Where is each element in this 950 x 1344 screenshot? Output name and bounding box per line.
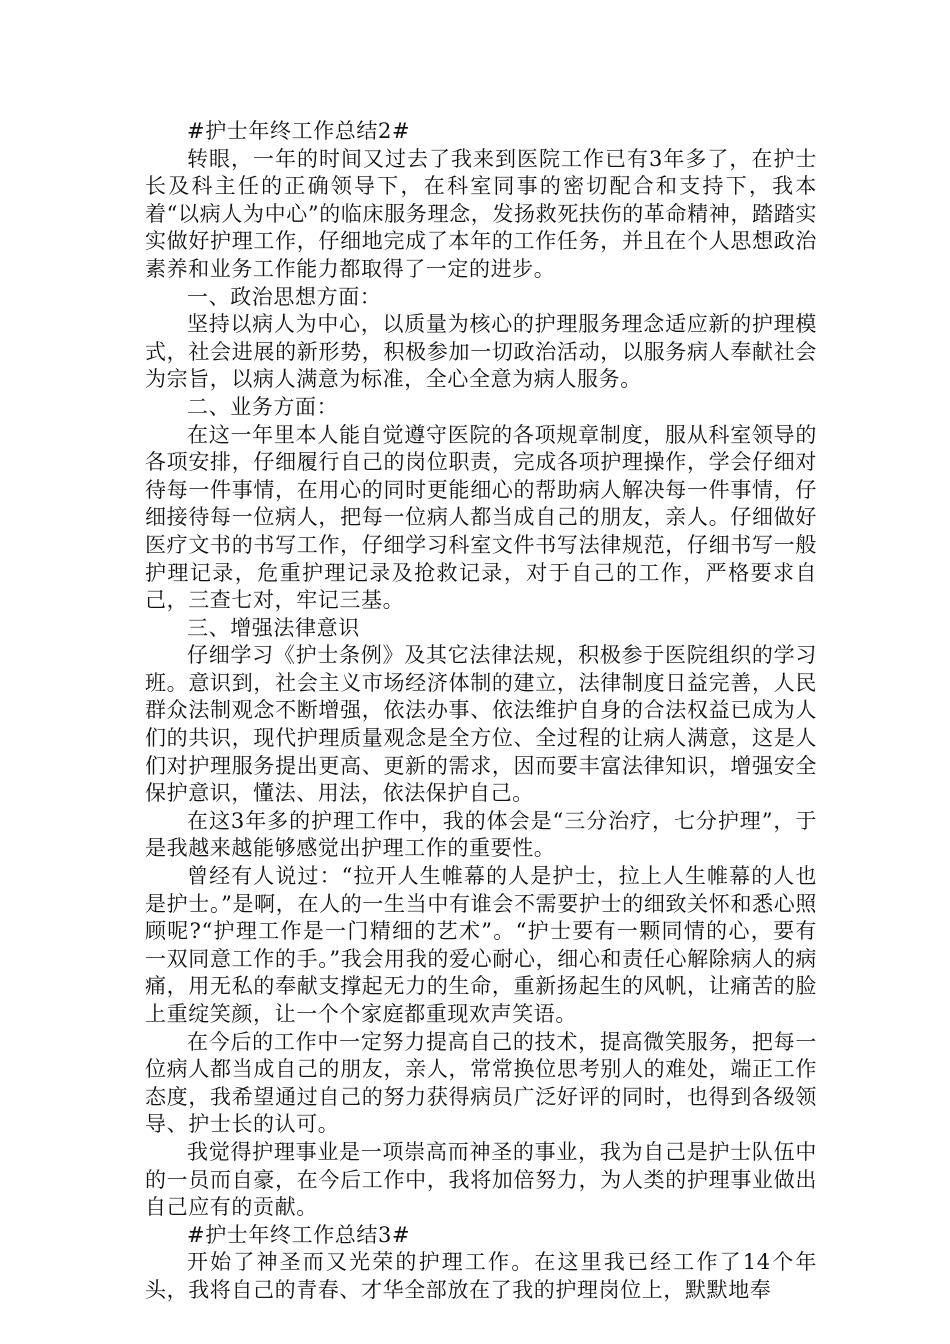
- paragraph-intro: 转眼，一年的时间又过去了我来到医院工作已有3年多了，在护士长及科主任的正确领导下，在科室同事的密切配合和支持下，我本着“以病人为中心”的临床服务理念，发扬救死扶伤的革命精神，踏踏实实做好护理工作，仔细地完成了本年的工作任务，并且在个人思想政治素养和业务工作能力都取得了一定的进步。: [145, 146, 817, 281]
- section-heading-3: #护士年终工作总结3#: [187, 1222, 411, 1247]
- paragraph-quote: 曾经有人说过：“拉开人生帷幕的人是护士，拉上人生帷幕的人也是护士。”是啊，在人的一生当中有谁会不需要护士的细致关怀和悉心照顾呢?“护理工作是一门精细的艺术”。“护士要有一颗同情的心，要有一双同意工作的手。”我会用我的爱心耐心，细心和责任心解除病人的病痛，用无私的奉献支撑起无力的生命，重新扬起生的风帆，让痛苦的脸上重绽笑颜，让一个个家庭都重现欢声笑语。: [145, 864, 817, 1026]
- section-heading-2: #护士年终工作总结2#: [187, 119, 411, 143]
- document-body: [145, 118, 817, 1305]
- section-heading-law: 三、增强法律意识: [187, 615, 360, 640]
- paragraph-politics: 坚持以病人为中心，以质量为核心的护理服务理念适应新的护理模式，社会进展的新形势，积极参加一切政治活动，以服务病人奉献社会为宗旨，以病人满意为标准，全心全意为病人服务。: [145, 312, 817, 392]
- paragraph-business: 在这一年里本人能自觉遵守医院的各项规章制度，服从科室领导的各项安排，仔细履行自己的岗位职责，完成各项护理操作，学会仔细对待每一件事情，在用心的同时更能细心的帮助病人解决每一件事情，仔细接待每一位病人，把每一位病人都当成自己的朋友，亲人。仔细做好医疗文书的书写工作，仔细学习科室文件书写法律规范，仔细书写一般护理记录，危重护理记录及抢救记录，对于自己的工作，严格要求自己，三查七对，牢记三基。: [145, 422, 817, 613]
- paragraph-career: 我觉得护理事业是一项崇高而神圣的事业，我为自己是护士队伍中的一员而自豪，在今后工作中，我将加倍努力，为人类的护理事业做出自己应有的贡献。: [145, 1139, 817, 1220]
- paragraph-law: 仔细学习《护士条例》及其它法律法规，积极参于医院组织的学习班。意识到，社会主义市场经济体制的建立，法律制度日益完善，人民群众法制观念不断增强，依法办事、依法维护自身的合法权益已成为人们的共识，现代护理质量观念是全方位、全过程的让病人满意，这是人们对护理服务提出更高、更新的需求，因而要丰富法律知识，增强安全保护意识，懂法、用法，依法保护自己。: [145, 643, 817, 806]
- paragraph-summary-3: 开始了神圣而又光荣的护理工作。在这里我已经工作了14个年头，我将自己的青春、才华全部放在了我的护理岗位上，默默地奉: [145, 1250, 817, 1302]
- section-heading-politics: 一、政治思想方面：: [187, 284, 382, 309]
- paragraph-future: 在今后的工作中一定努力提高自己的技术，提高微笑服务，把每一位病人都当成自己的朋友，亲人，常常换位思考别人的难处，端正工作态度，我希望通过自己的努力获得病员广泛好评的同时，也得到各级领导、护士长的认可。: [145, 1029, 817, 1137]
- section-heading-business: 二、业务方面：: [187, 394, 339, 419]
- paragraph-experience: 在这3年多的护理工作中，我的体会是“三分治疗，七分护理”，于是我越来越能够感觉出护理工作的重要性。: [145, 808, 817, 861]
